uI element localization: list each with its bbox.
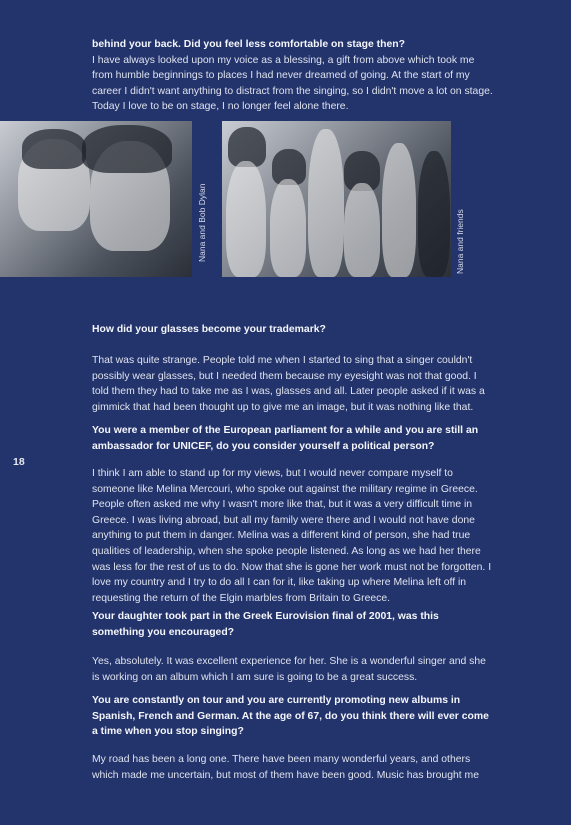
- intro-section: [92, 37, 494, 115]
- photo-nana-bob-dylan: [0, 121, 192, 277]
- intro-question: behind your back. Did you feel less comfortable on stage then?: [92, 39, 405, 50]
- answer-block-1: [92, 353, 494, 415]
- answer-2: I think I am able to stand up for my views, but I would never compare myself to someone like Melina Mercouri, who spoke out against the military regime in Greece. People often asked me why I wasn't more like that, but it was a very difficult time in Greece. I was living abroad, but all my family were there and I would not have done anything to put them in danger. Melina was a different kind of person, she had true qualities of leadership, when she spoke people listened. As long as we had her there was less for the rest of us to do. Now that she is gone her work must not be forgotten. I love my country and I try to do all I can for it, like taking up where Melina left off in requesting the return of the Elgin marbles from Britain to Greece.: [92, 468, 492, 604]
- answer-4: My road has been a long one. There have been many wonderful years, and others which made me uncertain, but most of them have been good. Music has brought me: [92, 754, 479, 781]
- photo-caption-1: Nana and Bob Dylan: [197, 183, 207, 262]
- answer-block-3: [92, 654, 494, 685]
- answer-block-2: [92, 466, 494, 606]
- photo-nana-friends: [222, 121, 451, 277]
- answer-3: Yes, absolutely. It was excellent experience for her. She is a wonderful singer and she is working on an album which I am sure is going to be a great success.: [92, 656, 486, 683]
- question-4: You are constantly on tour and you are currently promoting new albums in Spanish, French and German. At the age of 67, do you think there will ever come a time when you stop singing?: [92, 695, 489, 738]
- intro-answer: I have always looked upon my voice as a blessing, a gift from above which took me from humble beginnings to places I had never dreamed of going. At the start of my career I didn't want anything to distract from the singing, so I didn't move a lot on stage. Today I love to be on stage, I no longer feel alone there.: [92, 54, 493, 113]
- qa-block-4: [92, 693, 494, 740]
- question-1: How did your glasses become your trademark?: [92, 324, 326, 335]
- qa-block-2: [92, 423, 494, 454]
- qa-block-3: [92, 609, 494, 640]
- question-2: You were a member of the European parliament for a while and you are still an ambassador for UNICEF, do you consider yourself a political person?: [92, 425, 479, 452]
- photo-caption-2: Nana and friends: [455, 209, 465, 274]
- question-3: Your daughter took part in the Greek Eurovision final of 2001, was this something you encouraged?: [92, 611, 439, 638]
- answer-1: That was quite strange. People told me when I started to sing that a singer couldn't possibly wear glasses, but I needed them because my eyesight was not that good. I told them they had to take me as I was, glasses and all. Later people asked if it was a gimmick that had been thought up to give me an image, but it was nothing like that.: [92, 355, 485, 413]
- qa-block-1: [92, 322, 494, 338]
- answer-block-4: [92, 752, 494, 783]
- page-number: 18: [13, 456, 25, 468]
